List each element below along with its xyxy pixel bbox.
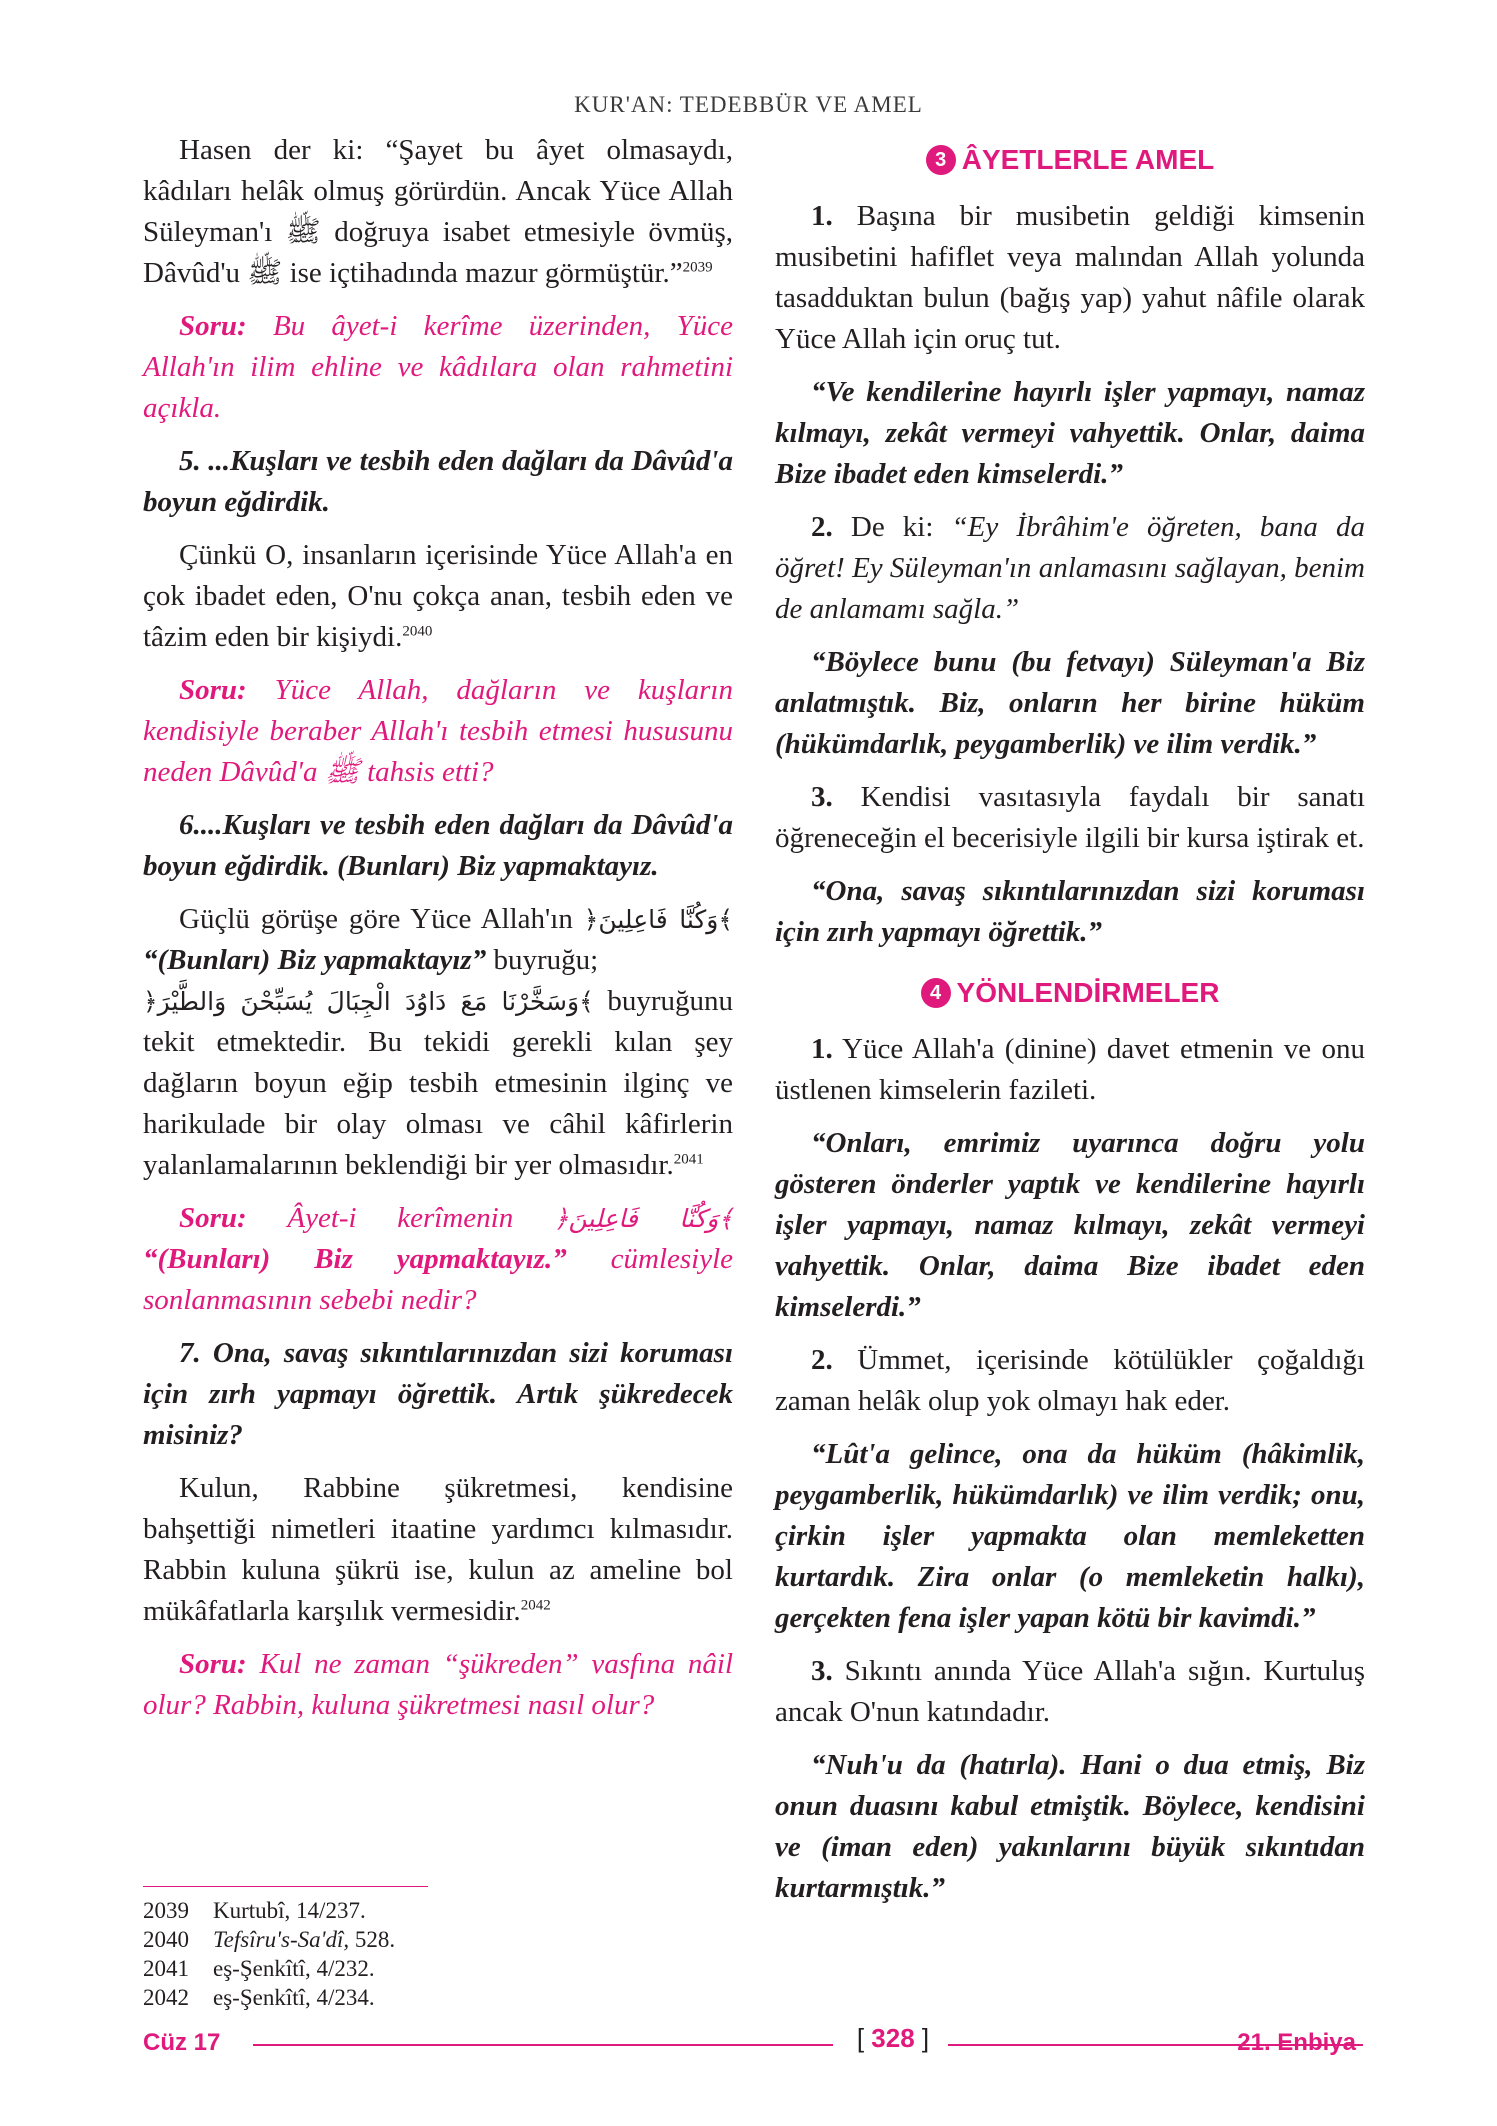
footnote-item: 2039 Kurtubî, 14/237. xyxy=(143,1898,366,1923)
arabic-verse: ﴿وَكُنَّا فَاعِلِينَ﴾ xyxy=(583,905,734,934)
paragraph-explanation-6b: ﴿وَسَخَّرْنَا مَعَ دَاوُدَ الْجِبَالَ يُسَبِّحْنَ وَالطَّيْرَ﴾ buyruğunu tekit etmektedir. Bu tekidi gerekli kılan şey dağların boyun eğip tesbih etmesinin ilginç ve harikulade bir olay olması ve câhil kâfirlerin yalanlamalarının beklendiği bir yer olmasıdır.$^{2041}$ xyxy=(143,985,733,1181)
question-2: Soru: Yüce Allah, dağların ve kuşların kendisiyle beraber Allah'ı tesbih etmesi hususunu neden Dâvûd'a ﷺ tahsis etti? xyxy=(143,674,733,788)
guidance-quote-1: “Onları, emrimiz uyarınca doğru yolu gösteren önderler yaptık ve kendilerine hayırlı işler yapmayı, namaz kılmayı, zekât vermeyi vahyettik. Onlar, daima Bize ibadet eden kimselerdi.” xyxy=(775,1127,1365,1323)
question-4: Soru: Kul ne zaman “şükreden” vasfına nâil olur? Rabbin, kuluna şükretmesi nasıl olur? xyxy=(143,1648,733,1721)
footnote-item: 2041 eş-Şenkîtî, 4/232. xyxy=(143,1956,375,1981)
question-3: Soru: Âyet-i kerîmenin ﴿وَكُنَّا فَاعِلِينَ﴾ “(Bunları) Biz yapmaktayız.” cümlesiyle sonlanmasının sebebi nedir? xyxy=(143,1202,734,1316)
guidance-item-2: 2. Ümmet, içerisinde kötülükler çoğaldığı zaman helâk olup yok olmayı hak eder. xyxy=(775,1344,1365,1417)
running-header: KUR'AN: TEDEBBÜR VE AMEL xyxy=(574,92,923,117)
page-number: [ 328 ] xyxy=(856,2023,930,2053)
surah-label: 21. Enbiya xyxy=(1237,2029,1356,2056)
section-heading-ayetlerle-amel: 3 ÂYETLERLE AMEL xyxy=(775,140,1365,180)
guidance-quote-3: “Nuh'u da (hatırla). Hani o dua etmiş, Biz onun duasını kabul etmiştik. Böylece, kendisini ve (iman eden) yakınlarını büyük sıkıntıdan kurtarmıştık.” xyxy=(775,1749,1365,1904)
section-number-badge: 3 xyxy=(926,145,956,175)
guidance-quote-2: “Lût'a gelince, ona da hüküm (hâkimlik, peygamberlik, hükümdarlık) ve ilim verdik; onu, çirkin işler yapmakta olan memleketten kurtardık. Zira onlar (o memleketin halkı), gerçekten fena işler yapan kötü bir kavimdi.” xyxy=(775,1438,1365,1634)
footnote-item: 2042 eş-Şenkîtî, 4/234. xyxy=(143,1985,375,2010)
guidance-item-3: 3. Sıkıntı anında Yüce Allah'a sığın. Kurtuluş ancak O'nun katındadır. xyxy=(775,1655,1366,1728)
footnote-ref[interactable]: 2042 xyxy=(520,1597,551,1614)
footnotes xyxy=(143,1896,743,2012)
verse-heading-7: 7. Ona, savaş sıkıntılarınızdan sizi koruması için zırh yapmayı öğrettik. Artık şükredecek misiniz? xyxy=(143,1337,733,1451)
footnote-ref[interactable]: 2041 xyxy=(673,1151,704,1168)
paragraph-hasen: Hasen der ki: “Şayet bu âyet olmasaydı, kâdıları helâk olmuş görürdün. Ancak Yüce Allah Süleyman'ı ﷺ doğruya isabet etmesiyle övmüş, Dâvûd'u ﷺ ise içtihadında mazur görmüştür.”$^{2039}$ xyxy=(143,134,733,289)
amel-quote-3: “Ona, savaş sıkıntılarınızdan sizi koruması için zırh yapmayı öğrettik.” xyxy=(775,875,1365,948)
page-footer xyxy=(143,2023,1356,2063)
question-1: Soru: Bu âyet-i kerîme üzerinden, Yüce Allah'ın ilim ehline ve kâdılara olan rahmetini açıkla. xyxy=(143,310,733,424)
amel-item-3: 3. Kendisi vasıtasıyla faydalı bir sanatı öğreneceğin el becerisiyle ilgili bir kursa iştirak et. xyxy=(775,781,1365,854)
paragraph-explanation-7: Kulun, Rabbine şükretmesi, kendisine bahşettiği nimetleri itaatine yardımcı kılmasıdır. Rabbin kuluna şükrü ise, kulun az ameline bol mükâfatlarla karşılık vermesidir.$^{2042}$ xyxy=(143,1472,733,1627)
footer-rule-left xyxy=(253,2044,833,2046)
verse-heading-6: 6....Kuşları ve tesbih eden dağları da Dâvûd'a boyun eğdirdik. (Bunları) Biz yapmaktayız. xyxy=(143,809,733,882)
amel-quote-2: “Böylece bunu (bu fetvayı) Süleyman'a Biz anlatmıştık. Biz, onların her birine hüküm (hükümdarlık, peygamberlik) ve ilim verdik.” xyxy=(775,646,1365,760)
amel-item-2: 2. De ki: “Ey İbrâhim'e öğreten, bana da öğret! Ey Süleyman'ın anlamasını sağlayan, benim de anlamamı sağla.” xyxy=(775,511,1366,625)
paragraph-explanation-5: Çünkü O, insanların içerisinde Yüce Allah'a en çok ibadet eden, O'nu çokça anan, tesbih eden ve tâzim eden bir kişiydi.$^{2040}$ xyxy=(143,539,733,653)
footnote-item: 2040 Tefsîru's-Sa'dî, 528. xyxy=(143,1927,396,1952)
footnote-separator xyxy=(143,1886,428,1887)
arabic-verse: ﴿وَسَخَّرْنَا مَعَ دَاوُدَ الْجِبَالَ يُسَبِّحْنَ وَالطَّيْرَ﴾ xyxy=(143,987,594,1016)
amel-item-1: 1. Başına bir musibetin geldiği kimsenin musibetini hafiflet veya malından Allah yolunda tasadduktan bulun (bağış yap) yahut nâfile olarak Yüce Allah için oruç tut. xyxy=(775,200,1365,355)
left-column xyxy=(143,130,733,1738)
juz-label: Cüz 17 xyxy=(143,2029,221,2056)
arabic-verse: ﴿وَكُنَّا فَاعِلِينَ﴾ xyxy=(553,1204,733,1233)
section-number-badge: 4 xyxy=(921,978,951,1008)
section-heading-yonlendirmeler: 4 YÖNLENDİRMELER xyxy=(775,973,1365,1013)
verse-heading-5: 5. ...Kuşları ve tesbih eden dağları da Dâvûd'a boyun eğdirdik. xyxy=(143,445,733,518)
amel-quote-1: “Ve kendilerine hayırlı işler yapmayı, namaz kılmayı, zekât vermeyi vahyettik. Onlar, daima Bize ibadet eden kimselerdi.” xyxy=(775,376,1365,490)
paragraph-explanation-6a: Güçlü görüşe göre Yüce Allah'ın ﴿وَكُنَّا فَاعِلِينَ﴾ “(Bunları) Biz yapmaktayız” buyruğu; xyxy=(143,903,734,976)
footnote-ref[interactable]: 2040 xyxy=(402,623,433,640)
right-column xyxy=(775,130,1365,1921)
guidance-item-1: 1. Yüce Allah'a (dinine) davet etmenin ve onu üstlenen kimselerin fazileti. xyxy=(775,1033,1365,1106)
footnote-ref[interactable]: 2039 xyxy=(682,259,713,276)
